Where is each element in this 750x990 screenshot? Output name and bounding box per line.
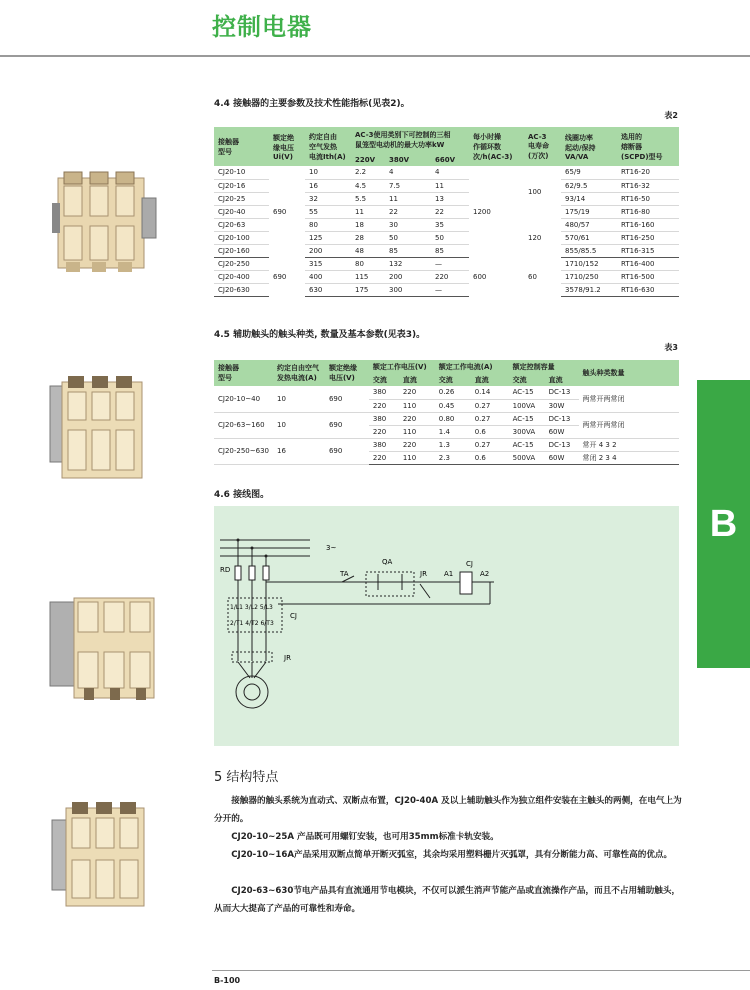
table3: 接触器 型号 约定自由空气 发热电流(A) 额定绝缘 电压(V) 额定工作电压(V) 额定工作电流(A) 额定控制容量 触头种类数量 交流 直流 交流 直流 交流 直流 CJ20-10~40 10 690 380 220 0.26 0.14 AC-15 DC-13 两常开两常闭 220 110 0.45 0.27 100VA 30W CJ20-63~160 10 690 380 220 0.80 0.27 AC-15 DC-13 两常开两常闭 220 110 1.4 0.6 300VA 60W CJ20-250~630 16 690 380 220 1.3 0.27 AC-15 DC-13 常开 4 3 2 220 110 2.3 0.6 500VA 60W 常闭 2 3 4	[214, 360, 679, 465]
jr-label: JR	[420, 570, 427, 578]
table-row: CJ20-10 690 10 2.2 4 4 1200 100 65/9 RT16-20	[214, 166, 679, 179]
table-row: CJ20-250 690 315 80 132 — 600 60 1710/152 RT16-400	[214, 257, 679, 270]
section-tab-letter: B	[709, 502, 738, 545]
a2-label: A2	[480, 570, 490, 578]
paragraph-1: 接触器的触头系统为直动式、双断点布置，CJ20-40A 及以上辅助触头作为独立组件安装在主触头的两侧，在电气上为分开的。	[214, 796, 682, 824]
section-4-4-heading: 4.4 接触器的主要参数及技术性能指标(见表2)。	[214, 99, 410, 109]
table-row: CJ20-63~160 10 690 380 220 0.80 0.27 AC-15 DC-13 两常开两常闭	[214, 412, 679, 425]
t3-head-current: 额定工作电流(A)	[435, 360, 509, 373]
table-row: CJ20-63 80 18 30 35 120 480/57 RT16-160	[214, 218, 679, 231]
contactor-image-3	[48, 592, 158, 707]
t2-head-fuse: 选用的 熔断器 (SCPD)型号	[617, 127, 679, 166]
table2-label: 表2	[664, 111, 678, 120]
t2-ui-b: 690	[273, 272, 287, 281]
jr-left-label: JR	[284, 654, 291, 662]
t2-ops-b: 600	[473, 272, 487, 281]
paragraph-4: CJ20-63~630节电产品具有直流通用节电模块，不仅可以派生消声节能产品或直流操作产品，而且不占用辅助触头，从而大大提高了产品的可靠性和寿命。	[214, 886, 681, 914]
table-row: CJ20-160 200 48 85 85 855/85.5 RT16-315	[214, 244, 679, 257]
t2-ui-a: 690	[273, 207, 287, 216]
table-row: 220 110 0.45 0.27 100VA 30W	[214, 399, 679, 412]
table-row: CJ20-100 125 28 50 50 570/61 RT16-250	[214, 231, 679, 244]
t2-head-life: AC-3 电寿命 (万次)	[524, 127, 561, 166]
a1-label: A1	[444, 570, 454, 578]
footer-divider	[212, 970, 750, 971]
t2-life-a: 100	[528, 188, 542, 196]
phase-label: 3~	[326, 544, 337, 552]
contactor-image-1	[50, 168, 160, 283]
t2-head-model: 接触器 型号	[214, 127, 269, 166]
table-row: CJ20-40 55 11 22 22 175/19 RT16-80	[214, 205, 679, 218]
table-row: 220 110 1.4 0.6 300VA 60W	[214, 425, 679, 438]
t2-head-ops: 每小时操 作循环数 次/h(AC-3)	[469, 127, 524, 166]
t3-head-ith: 约定自由空气 发热电流(A)	[273, 360, 325, 386]
t2-head-380v: 380V	[385, 153, 431, 166]
t2-ops-a: 1200	[473, 207, 491, 216]
table-row: 220 110 2.3 0.6 500VA 60W 常闭 2 3 4	[214, 451, 679, 464]
section-4-6-heading: 4.6 接线图。	[214, 490, 270, 500]
section-4-5-heading: 4.5 辅助触头的触头种类, 数量及基本参数(见表3)。	[214, 330, 426, 340]
t2-life-c: 60	[528, 272, 537, 281]
table-row: CJ20-630 630 175 300 — 3578/91.2 RT16-630	[214, 283, 679, 296]
qa-label: QA	[382, 558, 393, 566]
t2-head-ith: 约定自由 空气发热 电流Ith(A)	[305, 127, 351, 166]
table-row: CJ20-16 16 4.5 7.5 11 62/9.5 RT16-32	[214, 179, 679, 192]
table3-label: 表3	[664, 343, 678, 352]
paragraph-2: CJ20-10~25A 产品既可用螺钉安装，也可用35mm标准卡轨安装。	[231, 832, 499, 842]
contactor-image-2	[48, 372, 158, 487]
t2-head-ac3: AC-3使用类别下可控制的三相 鼠笼型电动机的最大功率kW	[351, 127, 469, 153]
table-row: CJ20-10~40 10 690 380 220 0.26 0.14 AC-15 DC-13 两常开两常闭	[214, 386, 679, 399]
contactor-image-4	[48, 800, 158, 915]
t3-head-model: 接触器 型号	[214, 360, 273, 386]
section-5-title: 5 结构特点	[214, 770, 279, 785]
t2-head-660v: 660V	[431, 153, 469, 166]
page-title: 控制电器	[212, 13, 312, 41]
paragraph-3: CJ20-10~16A产品采用双断点简单开断灭弧室，其余均采用塑料栅片灭弧罩，具有分断能力高、可靠性高的优点。	[231, 850, 673, 860]
t3-head-kind: 触头种类数量	[579, 360, 679, 386]
ta-label: TA	[340, 570, 349, 578]
t3-head-voltage: 额定工作电压(V)	[369, 360, 435, 373]
rd-label: RD	[220, 566, 231, 574]
table-row: CJ20-25 32 5.5 11 13 93/14 RT16-50	[214, 192, 679, 205]
t2-head-coil: 线圈功率 起动/保持 VA/VA	[561, 127, 617, 166]
cj-label: CJ	[466, 560, 473, 568]
table2	[214, 127, 679, 297]
wiring-diagram	[214, 506, 679, 746]
table-row: CJ20-250~630 16 690 380 220 1.3 0.27 AC-15 DC-13 常开 4 3 2	[214, 438, 679, 451]
t3-head-capacity: 额定控制容量	[509, 360, 579, 373]
cj-left-label: CJ	[290, 612, 297, 620]
section-tab	[697, 380, 750, 668]
t2-life-b: 120	[528, 233, 542, 242]
terminal-bottom-label: 2/T1 4/T2 6/T3	[230, 620, 274, 627]
terminal-top-label: 1/L1 3/L2 5/L3	[230, 604, 273, 611]
header-divider	[0, 55, 750, 57]
t2-head-ui: 额定绝 缘电压 Ui(V)	[269, 127, 305, 166]
table-row: CJ20-400 400 115 200 220 1710/250 RT16-500	[214, 270, 679, 283]
t2-head-220v: 220V	[351, 153, 385, 166]
t3-head-ui: 额定绝缘 电压(V)	[325, 360, 369, 386]
page-number: B-100	[214, 976, 241, 985]
